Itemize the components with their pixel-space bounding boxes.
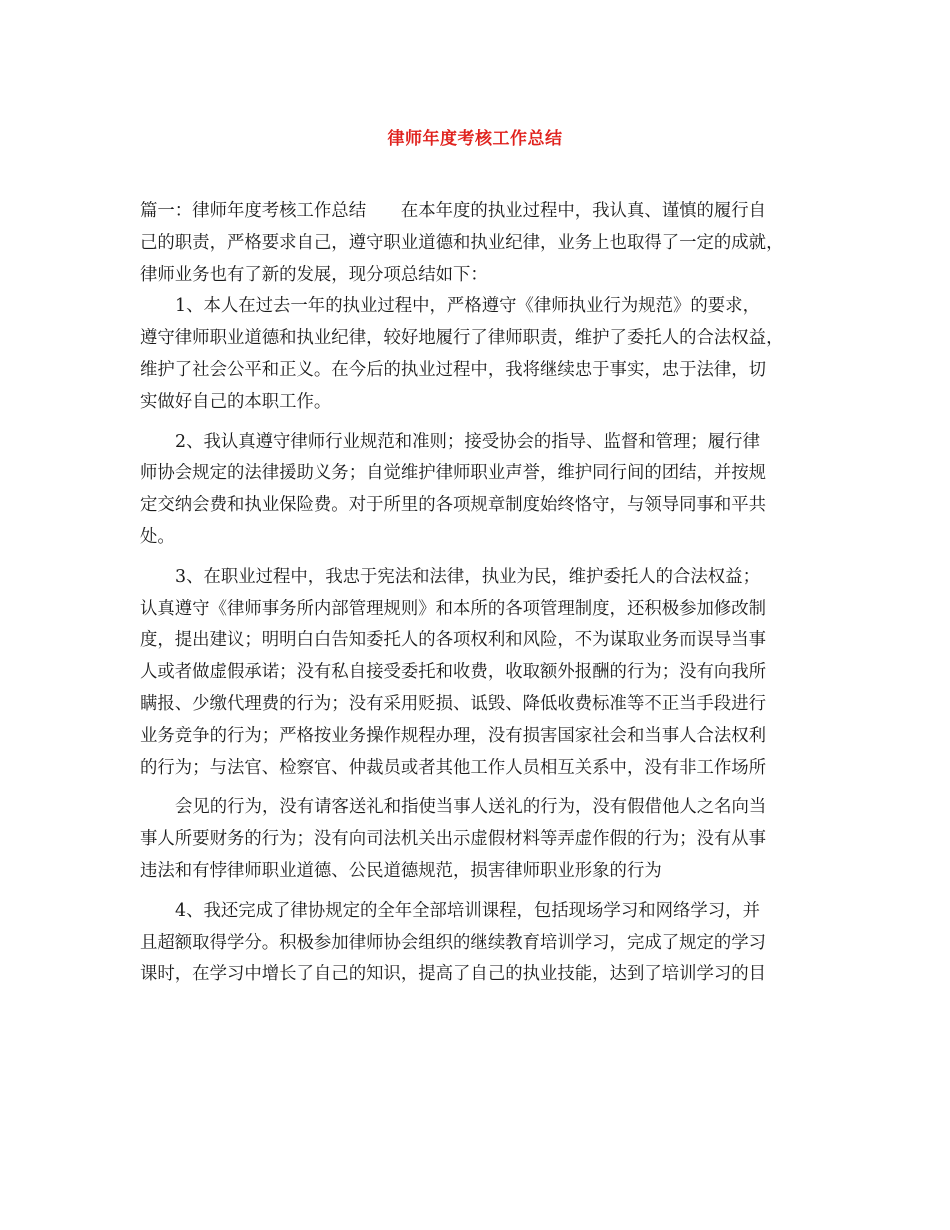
text-line: 定交纳会费和执业保险费。对于所里的各项规章制度始终恪守，与领导同事和平共 (140, 495, 767, 516)
text-line: 认真遵守《律师事务所内部管理规则》和本所的各项管理制度，还积极参加修改制 (140, 598, 767, 619)
text-line: 事人所要财务的行为；没有向司法机关出示虚假材料等弄虚作假的行为；没有从事 (140, 829, 767, 850)
paragraph-3 (140, 427, 812, 554)
text-line: 维护了社会公平和正义。在今后的执业过程中，我将继续忠于事实，忠于法律，切 (140, 359, 767, 380)
text-line: 遵守律师职业道德和执业纪律，较好地履行了律师职责，维护了委托人的合法权益， (140, 328, 784, 349)
text-line: 2、我认真遵守律师行业规范和准则；接受协会的指导、监督和管理；履行律 (175, 431, 760, 452)
document-title: 律师年度考核工作总结 (387, 129, 563, 149)
paragraph-gap (140, 554, 812, 562)
text-line: 人或者做虚假承诺；没有私自接受委托和收费，收取额外报酬的行为；没有向我所 (140, 662, 767, 683)
paragraph-1 (140, 196, 812, 291)
text-line: 且超额取得学分。积极参加律师协会组织的继续教育培训学习，完成了规定的学习 (140, 932, 767, 953)
text-line: 课时，在学习中增长了自己的知识，提高了自己的执业技能，达到了培训学习的目 (140, 964, 767, 985)
text-line: 会见的行为，没有请客送礼和指使当事人送礼的行为，没有假借他人之名向当 (175, 797, 767, 818)
text-line: 3、在职业过程中，我忠于宪法和法律，执业为民，维护委托人的合法权益； (175, 566, 760, 587)
paragraph-gap (140, 419, 812, 427)
paragraph-2 (140, 291, 812, 418)
paragraph-6 (140, 896, 812, 991)
text-line: 实做好自己的本职工作。 (140, 391, 332, 412)
paragraph-5 (140, 792, 812, 887)
text-line: 业务竞争的行为；严格按业务操作规程办理，没有损害国家社会和当事人合法权利 (140, 725, 767, 746)
text-line: 处。 (140, 526, 175, 547)
text-line: 律师业务也有了新的发展，现分项总结如下： (140, 264, 488, 285)
text-line: 瞒报、少缴代理费的行为；没有采用贬损、诋毁、降低收费标准等不正当手段进行 (140, 693, 767, 714)
text-line: 4、我还完成了律协规定的全年全部培训课程，包括现场学习和网络学习，并 (175, 900, 760, 921)
paragraph-gap (140, 888, 812, 896)
paragraph-gap (140, 784, 812, 792)
text-line: 违法和有悖律师职业道德、公民道德规范，损害律师职业形象的行为 (140, 860, 662, 881)
text-line: 己的职责，严格要求自己，遵守职业道德和执业纪律，业务上也取得了一定的成就， (140, 232, 784, 253)
text-line: 篇一：律师年度考核工作总结 在本年度的执业过程中，我认真、谨慎的履行自 (140, 201, 767, 221)
text-line: 师协会规定的法律援助义务；自觉维护律师职业声誉，维护同行间的团结，并按规 (140, 463, 767, 484)
document-body (140, 196, 812, 991)
paragraph-4 (140, 562, 812, 785)
text-line: 1、本人在过去一年的执业过程中，严格遵守《律师执业行为规范》的要求， (175, 296, 760, 317)
text-line: 度，提出建议；明明白白告知委托人的各项权利和风险，不为谋取业务而误导当事 (140, 630, 767, 651)
text-line: 的行为；与法官、检察官、仲裁员或者其他工作人员相互关系中，没有非工作场所 (140, 757, 767, 778)
